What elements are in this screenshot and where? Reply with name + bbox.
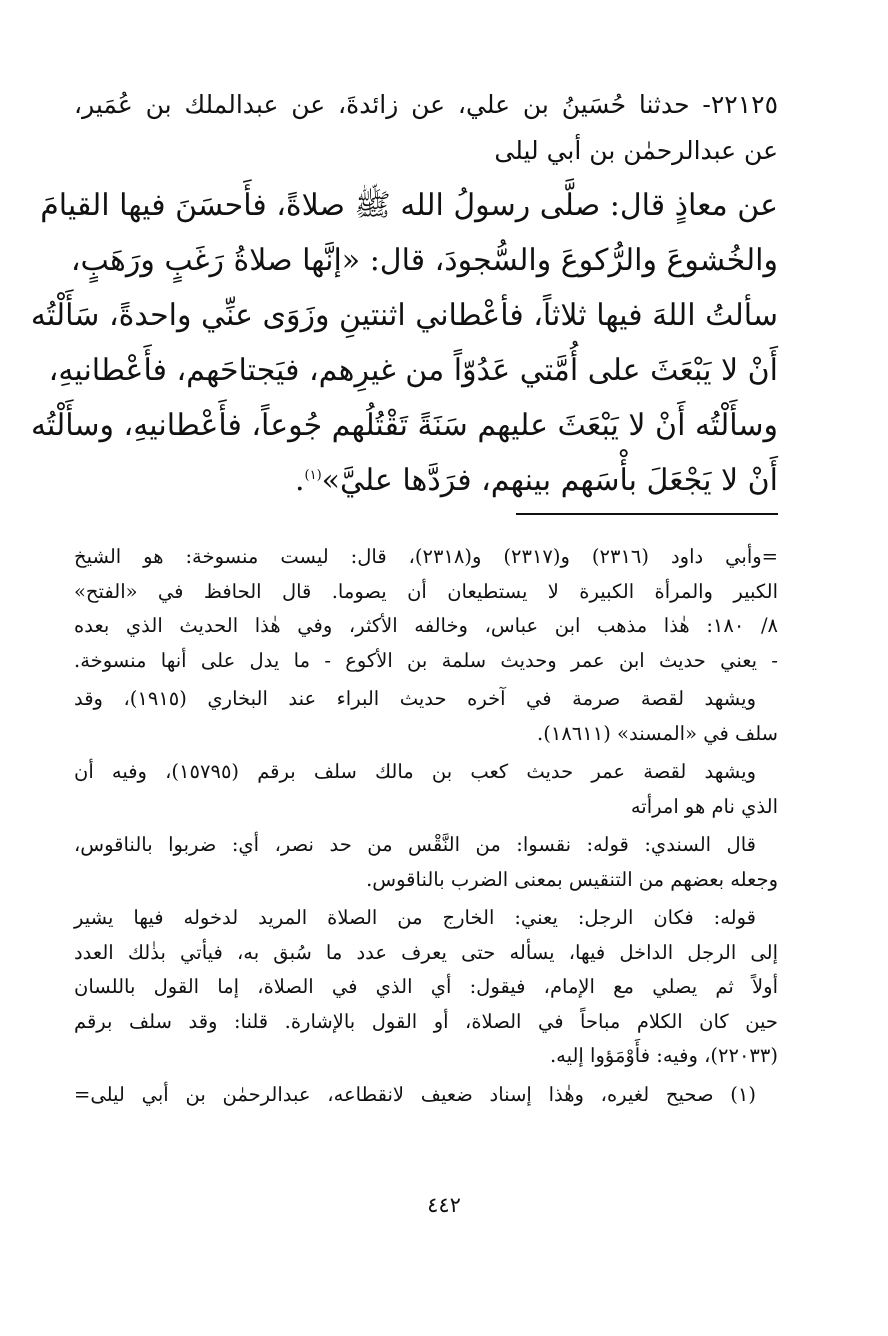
- footnote-paragraph: [74, 540, 778, 678]
- footnote-paragraph: [74, 1078, 778, 1113]
- footnote-line: ٨/ ١٨٠: هٰذا مذهب ابن عباس، وخالفه الأكثر، وفي هٰذا الحديث الذي بعده: [74, 614, 778, 637]
- footnote-marker: (١): [304, 468, 322, 483]
- matn-line: أَنْ لا يَجْعَلَ بأْسَهم بينهم، فرَدَّها عليَّ»: [321, 463, 778, 498]
- footnote-line: (١) صحيح لغيره، وهٰذا إسناد ضعيف لانقطاعه، عبدالرحمٰن بن أبي ليلى=: [74, 1082, 756, 1106]
- matn-last-line: أَنْ لا يَجْعَلَ بأْسَهم بينهم، فرَدَّها عليَّ»$^{(١)}$.: [294, 463, 778, 498]
- hadith-isnad: [74, 82, 778, 174]
- footnote-line: الكبير والمرأة الكبيرة لا يستطيعان أن يصوما. قال الحافظ في «الفتح»: [74, 579, 778, 603]
- matn-line: عن معاذٍ قال: صلَّى رسولُ الله ﷺ صلاةً، فأَحسَنَ فيها القيامَ: [40, 188, 778, 223]
- matn-line: وسأَلْتُه أَنْ لا يَبْعَثَ عليهم سَنَةً تَقْتُلُهم جُوعاً، فأَعْطانيهِ، وسأَلْتُه: [30, 408, 778, 443]
- footnote-line: قال السندي: قوله: نقسوا: من النَّقْس من حد نصر، أي: ضربوا بالناقوس،: [74, 833, 756, 856]
- footnote-paragraph: [74, 901, 778, 1074]
- footnotes: [74, 540, 778, 1116]
- matn-line: أَنْ لا يَبْعَثَ على أُمَّتي عَدُوّاً من غيرِهم، فيَجتاحَهم، فأَعْطانيهِ،: [48, 353, 778, 388]
- footnote-line: أولاً ثم يصلي مع الإمام، فيقول: أي الذي في الصلاة، إما القول باللسان: [74, 975, 778, 998]
- footnote-divider: [516, 513, 778, 515]
- footnote-paragraph: [74, 828, 778, 897]
- footnote-paragraph: [74, 755, 778, 824]
- isnad-line: ٢٢١٢٥- حدثنا حُسَينُ بن علي، عن زائدةَ، عن عبدالملك بن عُمَير،: [74, 90, 778, 119]
- footnote-line: =وأبي داود (٢٣١٦) و(٢٣١٧) و(٢٣١٨)، قال: ليست منسوخة: هو الشيخ: [74, 545, 778, 568]
- footnote-line: إلى الرجل الداخل فيها، يسأله حتى يعرف عدد ما سُبق به، فيأتي بذٰلك العدد: [74, 940, 778, 964]
- footnote-line: - يعني حديث ابن عمر وحديث سلمة بن الأكوع - ما يدل على أنها منسوخة.: [74, 648, 778, 672]
- footnote-line: سلف في «المسند» (١٨٦١١).: [537, 721, 778, 745]
- page-number: ٤٤٢: [427, 1193, 461, 1217]
- footnote-line: ويشهد لقصة عمر حديث كعب بن مالك سلف برقم (١٥٧٩٥)، وفيه أن: [74, 760, 756, 783]
- hadith-text: [30, 178, 778, 508]
- footnote-line: وجعله بعضهم من التنقيس بمعنى الضرب بالناقوس.: [366, 867, 778, 891]
- footnote-paragraph: [74, 682, 778, 751]
- footnote-line: حين كان الكلام مباحاً في الصلاة، أو القول بالإشارة. قلنا: وقد سلف برقم: [74, 1009, 778, 1033]
- matn-line: سألتُ اللهَ فيها ثلاثاً، فأعْطاني اثنتينِ وزَوَى عنِّي واحدةً، سَأَلْتُه: [30, 298, 778, 333]
- footnote-line: الذي نام هو امرأته: [630, 794, 778, 818]
- footnote-line: قوله: فكان الرجل: يعني: الخارج من الصلاة المريد لدخوله فيها يشير: [74, 906, 756, 929]
- footnote-line: (٢٢٠٣٣)، وفيه: فأَوْمَؤوا إليه.: [549, 1044, 778, 1067]
- footnote-line: ويشهد لقصة صرمة في آخره حديث البراء عند البخاري (١٩١٥)، وقد: [74, 687, 756, 710]
- isnad-line: عن عبدالرحمٰن بن أبي ليلى: [494, 136, 778, 165]
- matn-line: والخُشوعَ والرُّكوعَ والسُّجودَ، قال: «إنَّها صلاةُ رَغَبٍ ورَهَبٍ،: [70, 243, 778, 278]
